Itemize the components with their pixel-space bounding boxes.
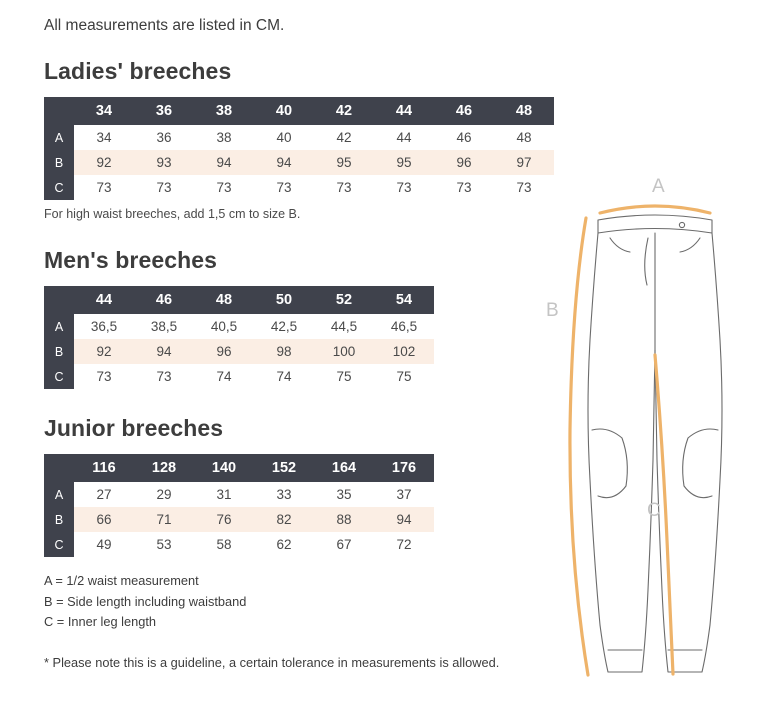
legend-item-c: C = Inner leg length xyxy=(44,614,157,630)
cell: 71 xyxy=(134,507,194,532)
cell: 67 xyxy=(314,532,374,557)
cell: 88 xyxy=(314,507,374,532)
cell: 44 xyxy=(374,125,434,150)
size-header: 128 xyxy=(151,460,177,476)
size-header: 48 xyxy=(515,103,533,119)
row-label: A xyxy=(44,125,74,150)
diagram-label-b: B xyxy=(546,300,559,321)
table-row xyxy=(44,339,434,364)
row-label: A xyxy=(44,314,74,339)
cell: 36 xyxy=(134,125,194,150)
cell: 46 xyxy=(434,125,494,150)
cell: 96 xyxy=(434,150,494,175)
cell: 38 xyxy=(194,125,254,150)
size-header: 44 xyxy=(95,292,113,308)
diagram-label-c: C xyxy=(647,500,661,521)
cell: 102 xyxy=(374,339,434,364)
cell: 36,5 xyxy=(74,314,134,339)
row-label: B xyxy=(44,507,74,532)
legend-item-b: B = Side length including waistband xyxy=(44,593,247,609)
size-header: 48 xyxy=(215,292,233,308)
cell: 73 xyxy=(74,175,134,200)
cell: 73 xyxy=(194,175,254,200)
table-row xyxy=(44,507,434,532)
diagram-label-a: A xyxy=(652,176,665,197)
table-header-row xyxy=(44,286,434,314)
size-header: 44 xyxy=(395,103,413,119)
row-label: A xyxy=(44,482,74,507)
cell: 58 xyxy=(194,532,254,557)
cell: 82 xyxy=(254,507,314,532)
size-header: 152 xyxy=(271,460,297,476)
cell: 29 xyxy=(134,482,194,507)
size-table-mens xyxy=(44,286,434,389)
cell: 95 xyxy=(374,150,434,175)
table-row xyxy=(44,532,434,557)
size-header: 176 xyxy=(391,460,417,476)
cell: 31 xyxy=(194,482,254,507)
legend xyxy=(44,571,564,633)
row-label: B xyxy=(44,150,74,175)
cell: 73 xyxy=(494,175,554,200)
row-label: C xyxy=(44,532,74,557)
cell: 74 xyxy=(254,364,314,389)
size-header: 140 xyxy=(211,460,237,476)
table-row xyxy=(44,364,434,389)
cell: 97 xyxy=(494,150,554,175)
cell: 75 xyxy=(374,364,434,389)
cell: 73 xyxy=(434,175,494,200)
cell: 38,5 xyxy=(134,314,194,339)
intro-text: All measurements are listed in CM. xyxy=(44,17,285,34)
cell: 42 xyxy=(314,125,374,150)
cell: 95 xyxy=(314,150,374,175)
cell: 94 xyxy=(194,150,254,175)
table-row xyxy=(44,125,554,150)
cell: 34 xyxy=(74,125,134,150)
row-label: B xyxy=(44,339,74,364)
footnote: * Please note this is a guideline, a certain tolerance in measurements is allowed. xyxy=(44,655,500,670)
cell: 49 xyxy=(74,532,134,557)
cell: 94 xyxy=(254,150,314,175)
cell: 94 xyxy=(374,507,434,532)
measure-line-a xyxy=(600,206,710,213)
cell: 75 xyxy=(314,364,374,389)
size-header: 164 xyxy=(331,460,357,476)
cell: 73 xyxy=(134,364,194,389)
cell: 40,5 xyxy=(194,314,254,339)
size-header: 46 xyxy=(155,292,173,308)
cell: 94 xyxy=(134,339,194,364)
tables-column xyxy=(44,58,564,633)
cell: 72 xyxy=(374,532,434,557)
table-header-row xyxy=(44,97,554,125)
cell: 76 xyxy=(194,507,254,532)
section-title-ladies: Ladies' breeches xyxy=(44,58,232,84)
cell: 48 xyxy=(494,125,554,150)
measure-line-b xyxy=(570,218,588,675)
cell: 44,5 xyxy=(314,314,374,339)
cell: 62 xyxy=(254,532,314,557)
table-row xyxy=(44,150,554,175)
size-table-junior xyxy=(44,454,434,557)
cell: 46,5 xyxy=(374,314,434,339)
cell: 100 xyxy=(314,339,374,364)
size-table-ladies xyxy=(44,97,554,200)
size-header: 42 xyxy=(335,103,353,119)
section-junior-breeches xyxy=(44,415,564,557)
legend-item-a: A = 1/2 waist measurement xyxy=(44,573,199,588)
cell: 98 xyxy=(254,339,314,364)
size-header: 46 xyxy=(455,103,473,119)
cell: 66 xyxy=(74,507,134,532)
cell: 92 xyxy=(74,150,134,175)
cell: 33 xyxy=(254,482,314,507)
cell: 93 xyxy=(134,150,194,175)
section-ladies-breeches xyxy=(44,58,564,221)
breeches-illustration-svg xyxy=(530,180,780,690)
cell: 40 xyxy=(254,125,314,150)
table-row xyxy=(44,482,434,507)
cell: 92 xyxy=(74,339,134,364)
size-header: 50 xyxy=(275,292,293,308)
corner-cell xyxy=(44,286,74,314)
size-header: 116 xyxy=(92,460,116,476)
size-header: 38 xyxy=(215,103,233,119)
size-header: 52 xyxy=(335,292,353,308)
ladies-note: For high waist breeches, add 1,5 cm to size B. xyxy=(44,207,301,221)
corner-cell xyxy=(44,454,74,482)
cell: 73 xyxy=(134,175,194,200)
table-row xyxy=(44,314,434,339)
cell: 96 xyxy=(194,339,254,364)
size-header: 36 xyxy=(155,103,173,119)
cell: 74 xyxy=(194,364,254,389)
cell: 73 xyxy=(314,175,374,200)
size-header: 40 xyxy=(275,103,293,119)
cell: 37 xyxy=(374,482,434,507)
section-title-junior: Junior breeches xyxy=(44,415,224,441)
cell: 73 xyxy=(254,175,314,200)
cell: 53 xyxy=(134,532,194,557)
size-header: 34 xyxy=(95,103,113,119)
cell: 35 xyxy=(314,482,374,507)
breeches-diagram xyxy=(530,176,780,690)
cell: 27 xyxy=(74,482,134,507)
section-mens-breeches xyxy=(44,247,564,389)
cell: 73 xyxy=(74,364,134,389)
cell: 73 xyxy=(374,175,434,200)
corner-cell xyxy=(44,97,74,125)
row-label: C xyxy=(44,175,74,200)
size-header: 54 xyxy=(395,292,413,308)
waistband-outline xyxy=(598,215,712,233)
cell: 42,5 xyxy=(254,314,314,339)
table-header-row xyxy=(44,454,434,482)
section-title-mens: Men's breeches xyxy=(44,247,218,273)
table-row xyxy=(44,175,554,200)
row-label: C xyxy=(44,364,74,389)
